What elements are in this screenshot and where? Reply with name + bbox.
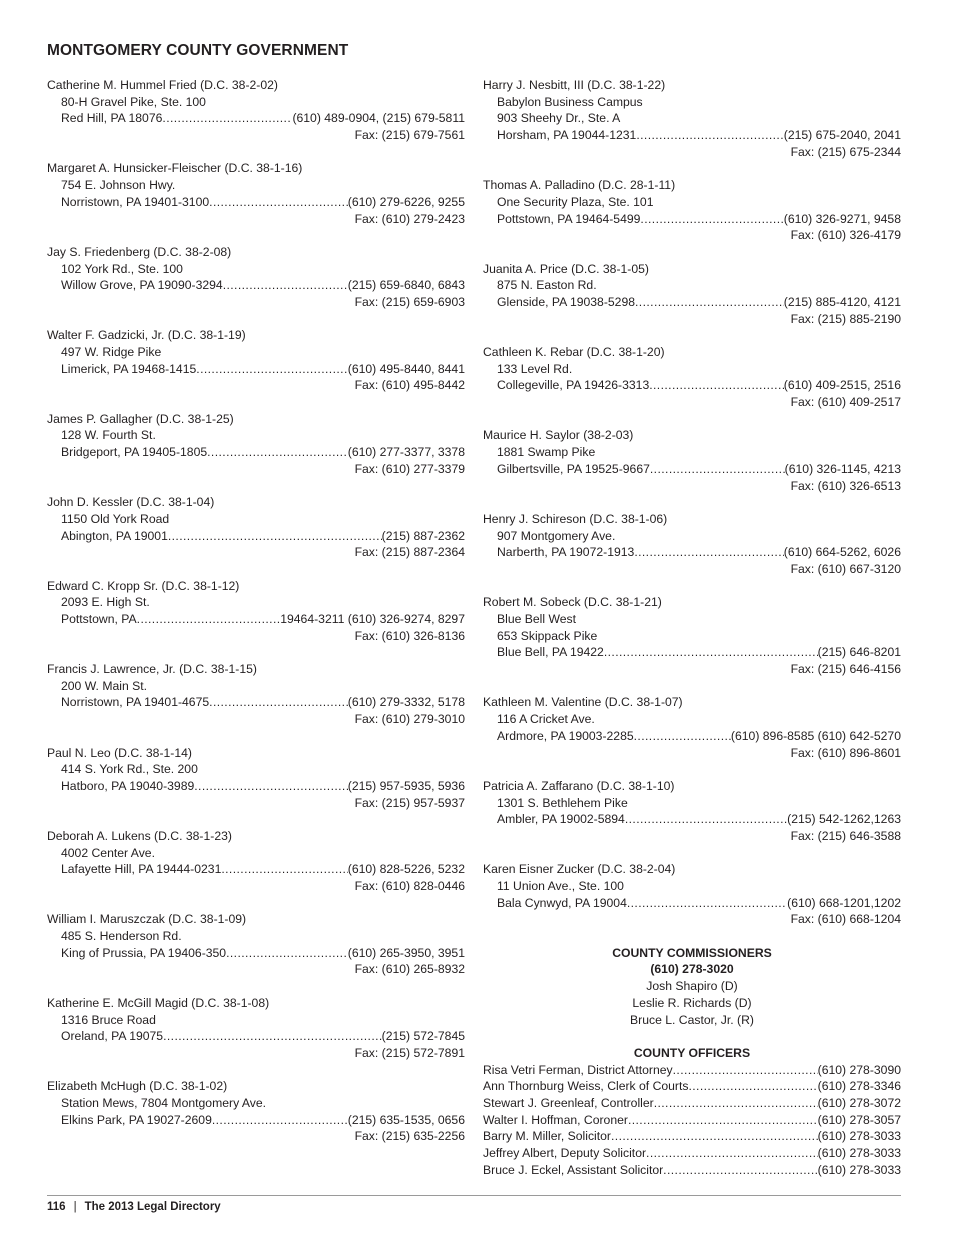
entry-city-phone-row [483, 811, 901, 828]
entry-phone: (610) 277-3377, 3378 [347, 445, 465, 460]
entry-fax: Fax: (215) 646-3588 [790, 828, 901, 843]
dot-leader [628, 1112, 818, 1129]
directory-entry [47, 661, 465, 728]
entry-city-phone-row [483, 294, 901, 311]
directory-entry [47, 160, 465, 227]
entry-city-phone-row [483, 211, 901, 228]
entry-name: Kathleen M. Valentine (D.C. 38-1-07) [483, 695, 683, 710]
directory-entry [47, 494, 465, 561]
entry-city: Collegeville, PA 19426-3313 [497, 378, 650, 393]
dot-leader [688, 1078, 817, 1095]
entry-name: Paul N. Leo (D.C. 38-1-14) [47, 745, 192, 760]
entry-name: Patricia A. Zaffarano (D.C. 38-1-10) [483, 778, 675, 793]
dot-leader [654, 1095, 818, 1112]
entry-fax: Fax: (610) 326-4179 [790, 228, 901, 243]
entry-city: Gilbertsville, PA 19525-9667 [497, 461, 650, 476]
entry-phone: (215) 572-7845 [381, 1029, 465, 1044]
entry-address: 497 W. Ridge Pike [61, 345, 162, 359]
entry-fax: Fax: (215) 957-5937 [354, 795, 465, 810]
entry-fax: Fax: (610) 279-3010 [354, 712, 465, 727]
entry-fax: Fax: (610) 326-8136 [354, 628, 465, 643]
entry-phone: (215) 646-8201 [817, 645, 901, 660]
entry-fax: Fax: (610) 828-0446 [354, 879, 465, 893]
entry-city-phone-row [47, 444, 465, 461]
directory-entry [483, 861, 901, 928]
dot-leader [663, 1162, 817, 1179]
entry-name: Deborah A. Lukens (D.C. 38-1-23) [47, 828, 232, 843]
entry-city: Pottstown, PA 19464-5499 [497, 211, 641, 226]
directory-entry [483, 594, 901, 677]
entry-address: 1301 S. Bethlehem Pike [497, 795, 628, 810]
page-title: MONTGOMERY COUNTY GOVERNMENT [47, 42, 349, 59]
entry-city: Oreland, PA 19075 [61, 1029, 164, 1044]
entry-city-phone-row [47, 611, 465, 628]
officer-name: Stewart J. Greenleaf, Controller [483, 1095, 654, 1110]
officer-name: Walter I. Hoffman, Coroner [483, 1112, 628, 1127]
entry-city: Ardmore, PA 19003-2285 [497, 728, 634, 743]
entry-phone: (215) 659-6840, 6843 [347, 278, 465, 293]
entry-address: 4002 Center Ave. [61, 845, 155, 860]
directory-entry [483, 344, 901, 411]
entry-name: Elizabeth McHugh (D.C. 38-1-02) [47, 1079, 228, 1094]
directory-entry [47, 77, 465, 144]
entry-fax: Fax: (610) 326-6513 [790, 478, 901, 493]
directory-entry [483, 77, 901, 160]
entry-city-phone-row [47, 277, 465, 294]
right-entries [483, 77, 901, 928]
entry-phone: (610) 495-8440, 8441 [347, 361, 465, 376]
entry-fax: Fax: (610) 265-8932 [354, 962, 465, 977]
dot-leader [168, 528, 382, 545]
dot-leader [636, 127, 783, 144]
page-number: 116 [47, 1201, 66, 1213]
dot-leader [223, 277, 348, 294]
dot-leader [673, 1062, 818, 1079]
commissioners-heading: COUNTY COMMISSIONERS [612, 945, 772, 960]
entry-city: Ambler, PA 19002-5894 [497, 812, 625, 827]
entry-phone: (610) 326-1145, 4213 [784, 461, 901, 476]
directory-entry [483, 427, 901, 494]
dot-leader [221, 861, 347, 878]
entry-city: Pottstown, PA [61, 612, 137, 626]
entry-city: Abington, PA 19001 [61, 528, 168, 543]
entry-phone: (610) 279-3332, 5178 [347, 695, 465, 710]
directory-entry [47, 244, 465, 311]
entry-phone: (610) 326-9271, 9458 [783, 211, 901, 226]
entry-city: Hatboro, PA 19040-3989 [61, 778, 195, 793]
entry-city: Lafayette Hill, PA 19444-0231 [61, 862, 222, 877]
directory-entry [483, 261, 901, 328]
entry-phone: (610) 279-6226, 9255 [347, 194, 465, 209]
entry-phone: 19464-3211 (610) 326-9274, 8297 [280, 612, 465, 626]
entry-phone: (215) 885-4120, 4121 [783, 294, 901, 309]
officer-name: Risa Vetri Ferman, District Attorney [483, 1062, 673, 1077]
dot-leader [209, 194, 348, 211]
entry-name: Margaret A. Hunsicker-Fleischer (D.C. 38-1-16) [47, 161, 303, 176]
directory-entry [47, 745, 465, 812]
directory-entry [47, 1078, 465, 1145]
entry-city-phone-row [47, 528, 465, 545]
dot-leader [194, 778, 348, 795]
dot-leader [634, 544, 783, 561]
entry-name: Harry J. Nesbitt, III (D.C. 38-1-22) [483, 78, 666, 92]
entry-city-phone-row [483, 544, 901, 561]
entry-city: King of Prussia, PA 19406-350 [61, 945, 227, 960]
entry-name: Katherine E. McGill Magid (D.C. 38-1-08) [47, 995, 270, 1010]
entry-city: Limerick, PA 19468-1415 [61, 361, 197, 376]
entry-city: Elkins Park, PA 19027-2609 [61, 1112, 212, 1127]
entry-phone: (610) 668-1201,1202 [787, 895, 901, 910]
dot-leader [196, 361, 347, 378]
directory-entry [483, 694, 901, 761]
dot-leader [212, 1112, 348, 1129]
entry-address: Blue Bell West [497, 612, 577, 626]
entry-city-phone-row [47, 361, 465, 378]
footer-separator: | [73, 1201, 77, 1213]
directory-entry [483, 511, 901, 578]
entry-fax: Fax: (610) 495-8442 [354, 378, 465, 393]
commissioner-name: Josh Shapiro (D) [646, 979, 738, 994]
dot-leader [137, 611, 281, 628]
officer-name: Barry M. Miller, Solicitor [483, 1129, 611, 1144]
dot-leader [611, 1128, 818, 1145]
entry-city-phone-row [47, 110, 465, 127]
officer-name: Ann Thornburg Weiss, Clerk of Courts [483, 1079, 689, 1094]
entry-name: John D. Kessler (D.C. 38-1-04) [47, 495, 215, 510]
entry-address: 653 Skippack Pike [497, 628, 598, 643]
entry-city: Red Hill, PA 18076 [61, 111, 163, 126]
officer-name: Bruce J. Eckel, Assistant Solicitor [483, 1162, 664, 1177]
entry-name: Maurice H. Saylor (38-2-03) [483, 428, 634, 443]
entry-city: Blue Bell, PA 19422 [497, 645, 604, 660]
entry-phone: (610) 409-2515, 2516 [783, 378, 901, 393]
entry-name: Walter F. Gadzicki, Jr. (D.C. 38-1-19) [47, 328, 246, 343]
entry-name: William I. Maruszczak (D.C. 38-1-09) [47, 912, 247, 927]
entry-phone: (215) 635-1535, 0656 [347, 1112, 465, 1127]
entry-city-phone-row [47, 945, 465, 962]
entry-name: Karen Eisner Zucker (D.C. 38-2-04) [483, 862, 676, 877]
entry-phone: (610) 828-5226, 5232 [347, 862, 465, 877]
entry-fax: Fax: (215) 572-7891 [354, 1045, 465, 1060]
directory-entry [47, 327, 465, 394]
entry-fax: Fax: (610) 277-3379 [354, 461, 465, 476]
entry-fax: Fax: (610) 409-2517 [790, 395, 901, 410]
entry-city-phone-row [483, 644, 901, 661]
entry-address: 414 S. York Rd., Ste. 200 [61, 762, 198, 777]
commissioner-name: Bruce L. Castor, Jr. (R) [630, 1012, 754, 1027]
directory-entry [47, 828, 465, 895]
entry-fax: Fax: (610) 668-1204 [790, 912, 901, 927]
county-officers-section [483, 1045, 901, 1179]
entry-name: Juanita A. Price (D.C. 38-1-05) [483, 261, 649, 276]
entry-fax: Fax: (610) 896-8601 [790, 745, 901, 760]
publication-name: The 2013 Legal Directory [84, 1201, 221, 1213]
entry-phone: (215) 675-2040, 2041 [783, 128, 901, 143]
dot-leader [635, 294, 784, 311]
officer-phone: (610) 278-3072 [817, 1095, 901, 1110]
entry-address: 1316 Bruce Road [61, 1012, 156, 1027]
entry-address: 907 Montgomery Ave. [497, 528, 616, 543]
entry-city-phone-row [483, 127, 901, 144]
entry-address: Station Mews, 7804 Montgomery Ave. [61, 1095, 267, 1110]
dot-leader [207, 444, 348, 461]
entry-address: 485 S. Henderson Rd. [61, 929, 182, 944]
officer-row [483, 1112, 901, 1129]
entry-name: Robert M. Sobeck (D.C. 38-1-21) [483, 595, 662, 610]
entry-address: 2093 E. High St. [61, 595, 150, 610]
dot-leader [162, 110, 292, 127]
entry-fax: Fax: (215) 675-2344 [790, 144, 901, 159]
entry-city: Bala Cynwyd, PA 19004 [497, 895, 627, 910]
officer-phone: (610) 278-3033 [817, 1162, 901, 1177]
entry-address: 80-H Gravel Pike, Ste. 100 [61, 94, 206, 109]
entry-name: Francis J. Lawrence, Jr. (D.C. 38-1-15) [47, 662, 257, 677]
entry-phone: (215) 957-5935, 5936 [347, 778, 465, 793]
entry-address: Babylon Business Campus [497, 94, 643, 109]
footer-divider [47, 1195, 901, 1196]
entry-city-phone-row [483, 461, 901, 478]
entry-name: Henry J. Schireson (D.C. 38-1-06) [483, 511, 668, 526]
entry-phone: (610) 265-3950, 3951 [347, 945, 465, 960]
entry-phone: (610) 896-8585 (610) 642-5270 [730, 728, 901, 743]
entry-phone: (215) 542-1262,1263 [787, 812, 901, 827]
directory-entry [483, 177, 901, 244]
dot-leader [226, 945, 348, 962]
entry-fax: Fax: (610) 279-2423 [354, 211, 465, 226]
entry-city-phone-row [483, 377, 901, 394]
directory-entry [483, 778, 901, 845]
entry-address: 11 Union Ave., Ste. 100 [497, 879, 624, 893]
entry-phone: (610) 664-5262, 6026 [783, 545, 901, 560]
officer-name: Jeffrey Albert, Deputy Solicitor [483, 1146, 647, 1160]
dot-leader [627, 895, 787, 912]
page-footer [47, 1201, 221, 1213]
entry-address: 133 Level Rd. [497, 361, 573, 376]
directory-entry [47, 411, 465, 478]
officer-row [483, 1145, 901, 1162]
officer-row [483, 1095, 901, 1112]
entry-city: Bridgeport, PA 19405-1805 [61, 445, 208, 460]
entry-city-phone-row [47, 778, 465, 795]
entry-city-phone-row [47, 1028, 465, 1045]
officer-phone: (610) 278-3033 [817, 1129, 901, 1144]
dot-leader [650, 461, 785, 478]
entry-name: James P. Gallagher (D.C. 38-1-25) [47, 411, 234, 426]
entry-address: 1881 Swamp Pike [497, 445, 596, 460]
directory-entry [47, 578, 465, 645]
entry-city: Horsham, PA 19044-1231 [497, 128, 637, 143]
dot-leader [646, 1145, 818, 1162]
dot-leader [604, 644, 818, 661]
entry-city: Narberth, PA 19072-1913 [497, 545, 635, 560]
entry-fax: Fax: (215) 646-4156 [790, 662, 901, 677]
entry-fax: Fax: (215) 635-2256 [354, 1129, 465, 1144]
entry-city: Norristown, PA 19401-4675 [61, 695, 210, 710]
entry-name: Jay S. Friedenberg (D.C. 38-2-08) [47, 244, 232, 259]
entry-fax: Fax: (215) 659-6903 [354, 294, 465, 309]
entry-fax: Fax: (215) 887-2364 [354, 545, 465, 560]
entry-address: 754 E. Johnson Hwy. [61, 178, 176, 193]
entry-address: One Security Plaza, Ste. 101 [497, 194, 654, 209]
entry-address: 200 W. Main St. [61, 678, 148, 693]
entry-fax: Fax: (215) 679-7561 [354, 128, 465, 143]
entry-phone: (215) 887-2362 [381, 528, 465, 543]
entry-phone: (610) 489-0904, (215) 679-5811 [292, 111, 465, 126]
entry-city: Glenside, PA 19038-5298 [497, 294, 636, 309]
entry-city-phone-row [483, 895, 901, 912]
commissioner-name: Leslie R. Richards (D) [632, 995, 752, 1010]
entry-city: Willow Grove, PA 19090-3294 [61, 278, 223, 293]
entry-address: 1150 Old York Road [61, 511, 170, 526]
entry-city: Norristown, PA 19401-3100 [61, 194, 210, 209]
entry-city-phone-row [47, 1112, 465, 1129]
left-column [47, 77, 465, 1162]
commissioners-phone: (610) 278-3020 [650, 962, 734, 977]
officer-row [483, 1078, 901, 1095]
entry-city-phone-row [483, 728, 901, 745]
entry-address: 128 W. Fourth St. [61, 428, 156, 443]
entry-name: Cathleen K. Rebar (D.C. 38-1-20) [483, 345, 665, 359]
entry-name: Catherine M. Hummel Fried (D.C. 38-2-02) [47, 78, 278, 92]
dot-leader [640, 211, 783, 228]
directory-entry [47, 911, 465, 978]
officer-phone: (610) 278-3033 [817, 1146, 901, 1160]
entry-address: 102 York Rd., Ste. 100 [61, 261, 183, 276]
entry-name: Edward C. Kropp Sr. (D.C. 38-1-12) [47, 578, 240, 593]
entry-city-phone-row [47, 861, 465, 878]
entry-address: 116 A Cricket Ave. [497, 712, 595, 727]
entry-city-phone-row [47, 694, 465, 711]
officer-phone: (610) 278-3346 [817, 1079, 901, 1094]
entry-address: 875 N. Easton Rd. [497, 278, 597, 293]
officer-phone: (610) 278-3057 [817, 1112, 901, 1127]
entry-fax: Fax: (215) 885-2190 [790, 311, 901, 326]
dot-leader [163, 1028, 382, 1045]
entry-address: 903 Sheehy Dr., Ste. A [497, 111, 621, 126]
officer-row [483, 1062, 901, 1079]
dot-leader [634, 728, 731, 745]
right-column [483, 77, 901, 1178]
county-commissioners-section [483, 945, 901, 1028]
officer-phone: (610) 278-3090 [817, 1062, 901, 1077]
dot-leader [649, 377, 784, 394]
dot-leader [625, 811, 787, 828]
officers-heading: COUNTY OFFICERS [633, 1045, 751, 1060]
entry-city-phone-row [47, 194, 465, 211]
officer-row [483, 1162, 901, 1179]
directory-entry [47, 995, 465, 1062]
entry-fax: Fax: (610) 667-3120 [790, 561, 901, 576]
officer-row [483, 1128, 901, 1145]
entry-name: Thomas A. Palladino (D.C. 28-1-11) [483, 178, 676, 193]
dot-leader [209, 694, 348, 711]
officers-list [483, 1062, 901, 1179]
